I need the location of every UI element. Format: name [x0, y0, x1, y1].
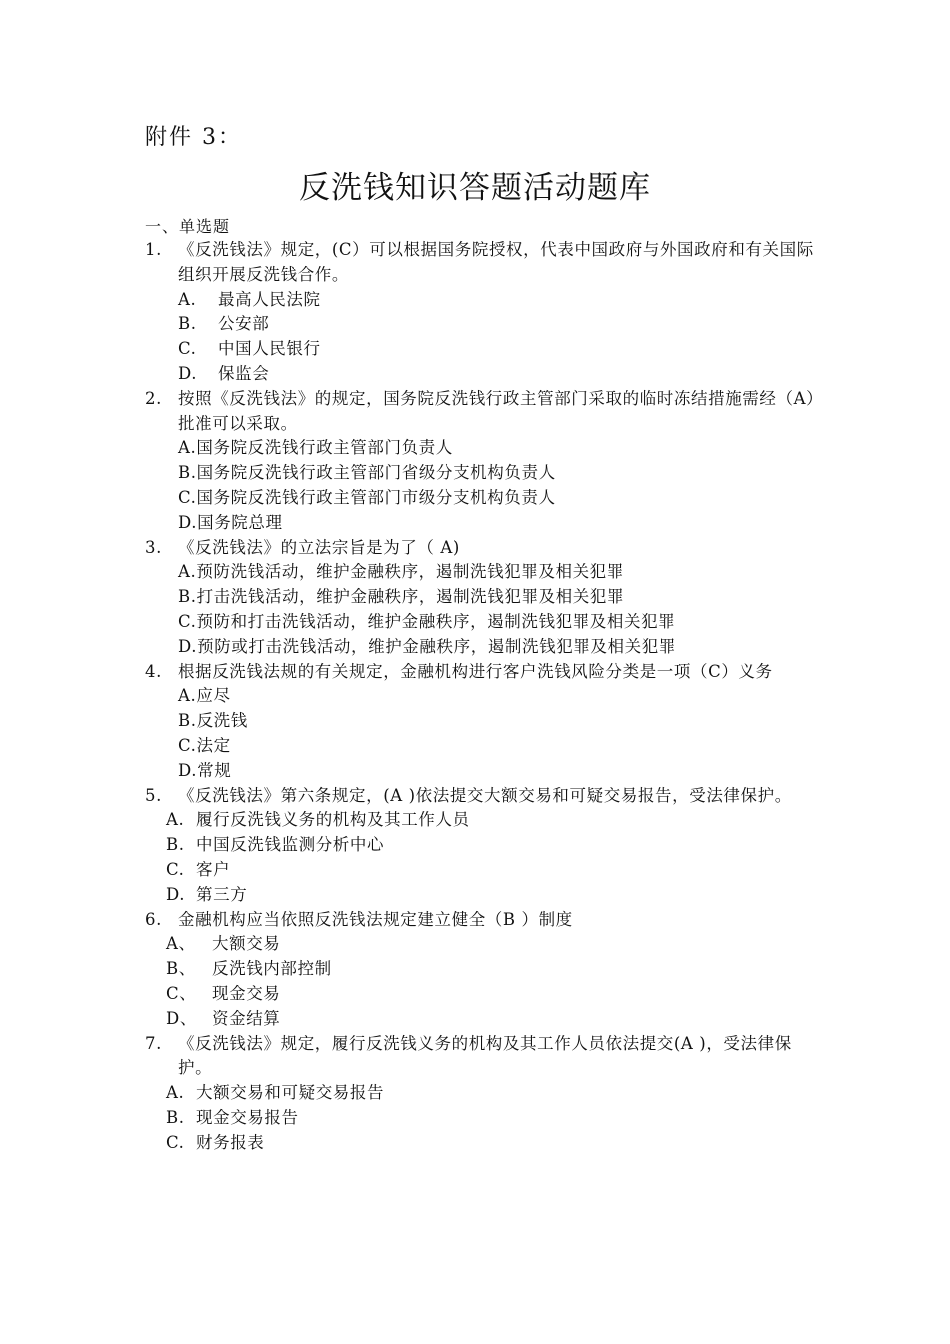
option-letter: A. — [178, 289, 197, 309]
option-letter: B. — [178, 587, 197, 607]
question-6 — [145, 908, 815, 1032]
option-a — [145, 288, 815, 313]
option-letter: B. — [166, 835, 185, 855]
question-7 — [145, 1032, 815, 1156]
option-a — [145, 684, 815, 709]
option-b — [145, 312, 815, 337]
option-c — [145, 982, 815, 1007]
option-a — [145, 560, 815, 585]
option-text: 法定 — [196, 735, 231, 755]
question-1 — [145, 238, 815, 387]
option-text: 大额交易和可疑交易报告 — [196, 1083, 385, 1103]
question-number: 6. — [145, 909, 162, 929]
option-text: 中国人民银行 — [218, 339, 321, 359]
option-d — [145, 759, 815, 784]
option-c — [145, 1131, 815, 1156]
question-number: 4. — [145, 661, 162, 681]
option-c — [145, 486, 815, 511]
option-a — [145, 1081, 815, 1106]
question-2 — [145, 387, 815, 536]
option-letter: D. — [178, 512, 198, 532]
option-c — [145, 337, 815, 362]
question-text: 《反洗钱法》规定，履行反洗钱义务的机构及其工作人员依法提交(A )，受法律保护。 — [178, 1033, 792, 1078]
option-d — [145, 362, 815, 387]
option-c — [145, 734, 815, 759]
question-text: 《反洗钱法》第六条规定，(A )依法提交大额交易和可疑交易报告，受法律保护。 — [178, 785, 792, 805]
option-text: 国务院反洗钱行政主管部门省级分支机构负责人 — [196, 463, 556, 483]
question-text: 金融机构应当依照反洗钱法规定建立健全（B ）制度 — [178, 909, 573, 929]
option-letter: D、 — [166, 1008, 197, 1028]
option-a — [145, 808, 815, 833]
option-d — [145, 511, 815, 536]
option-text: 最高人民法院 — [218, 289, 321, 309]
option-b — [145, 957, 815, 982]
option-text: 国务院反洗钱行政主管部门市级分支机构负责人 — [196, 487, 556, 507]
option-letter: B. — [178, 314, 197, 334]
option-text: 预防和打击洗钱活动，维护金融秩序，遏制洗钱犯罪及相关犯罪 — [196, 611, 676, 631]
option-d — [145, 1007, 815, 1032]
option-letter: C、 — [166, 983, 197, 1003]
option-text: 第三方 — [196, 884, 248, 904]
option-c — [145, 858, 815, 883]
question-5 — [145, 784, 815, 908]
option-letter: C. — [178, 487, 197, 507]
question-number: 5. — [145, 785, 162, 805]
option-text: 现金交易 — [212, 983, 281, 1003]
option-a — [145, 932, 815, 957]
option-b — [145, 461, 815, 486]
option-text: 客户 — [196, 859, 231, 879]
option-text: 保监会 — [218, 363, 270, 383]
option-text: 应尽 — [196, 686, 231, 706]
option-text: 预防或打击洗钱活动，维护金融秩序，遏制洗钱犯罪及相关犯罪 — [197, 636, 676, 656]
option-letter: A. — [178, 438, 197, 458]
option-d — [145, 635, 815, 660]
section-title: 一、单选题 — [145, 217, 231, 236]
option-a — [145, 436, 815, 461]
question-text: 按照《反洗钱法》的规定，国务院反洗钱行政主管部门采取的临时冻结措施需经（A）批准可以采取。 — [178, 388, 815, 433]
option-letter: D. — [178, 636, 198, 656]
question-number: 3. — [145, 537, 162, 557]
option-letter: C. — [166, 1132, 185, 1152]
option-b — [145, 585, 815, 610]
option-text: 常规 — [197, 760, 232, 780]
option-letter: C. — [178, 339, 197, 359]
question-list — [145, 238, 815, 1155]
option-text: 履行反洗钱义务的机构及其工作人员 — [196, 810, 470, 830]
option-text: 打击洗钱活动，维护金融秩序，遏制洗钱犯罪及相关犯罪 — [196, 587, 625, 607]
option-letter: C. — [178, 611, 197, 631]
question-text: 根据反洗钱法规的有关规定，金融机构进行客户洗钱风险分类是一项（C）义务 — [178, 661, 773, 681]
option-text: 财务报表 — [196, 1132, 265, 1152]
option-text: 预防洗钱活动，维护金融秩序，遏制洗钱犯罪及相关犯罪 — [196, 562, 624, 582]
option-text: 国务院反洗钱行政主管部门负责人 — [196, 438, 453, 458]
question-number: 1. — [145, 240, 162, 259]
option-letter: A. — [166, 810, 185, 830]
question-number: 2. — [145, 388, 162, 408]
question-3 — [145, 536, 815, 660]
option-letter: A. — [178, 562, 197, 582]
option-letter: D. — [178, 363, 198, 383]
option-letter: A. — [178, 686, 197, 706]
option-text: 资金结算 — [212, 1008, 281, 1028]
attachment-label: 附件 3： — [145, 125, 242, 150]
option-b — [145, 1106, 815, 1131]
question-text: 《反洗钱法》的立法宗旨是为了（ A) — [178, 537, 460, 557]
option-text: 现金交易报告 — [196, 1107, 299, 1127]
option-text: 大额交易 — [212, 934, 281, 954]
question-text: 《反洗钱法》规定，(C）可以根据国务院授权，代表中国政府与外国政府和有关国际组织开展反洗钱合作。 — [178, 240, 814, 284]
option-letter: D. — [178, 760, 198, 780]
option-text: 反洗钱内部控制 — [212, 959, 332, 979]
option-text: 反洗钱 — [196, 711, 248, 731]
option-letter: B. — [178, 711, 197, 731]
question-4 — [145, 660, 815, 784]
option-letter: A. — [166, 1083, 185, 1103]
option-letter: C. — [178, 735, 197, 755]
option-b — [145, 709, 815, 734]
question-number: 7. — [145, 1033, 162, 1053]
option-text: 中国反洗钱监测分析中心 — [196, 835, 385, 855]
document-title: 反洗钱知识答题活动题库 — [299, 170, 651, 206]
option-letter: A、 — [166, 934, 196, 954]
option-letter: D. — [166, 884, 186, 904]
option-text: 国务院总理 — [197, 512, 283, 532]
option-letter: B. — [178, 463, 197, 483]
option-letter: C. — [166, 859, 185, 879]
option-d — [145, 883, 815, 908]
option-c — [145, 610, 815, 635]
option-letter: B. — [166, 1107, 185, 1127]
option-text: 公安部 — [218, 314, 270, 334]
option-letter: B、 — [166, 959, 196, 979]
option-b — [145, 833, 815, 858]
